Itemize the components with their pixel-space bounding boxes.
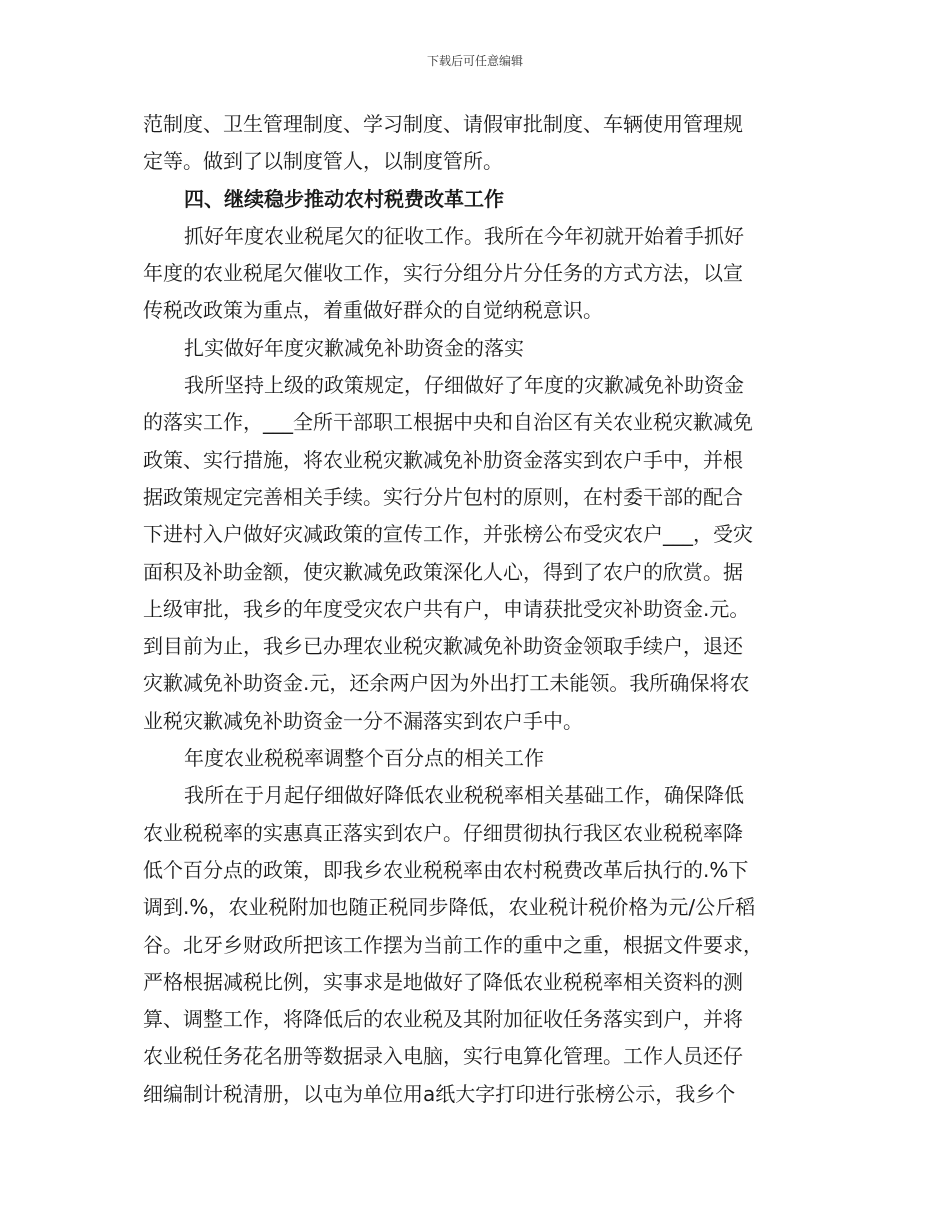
section-heading: 四、继续稳步推动农村税费改革工作 (184, 186, 504, 211)
body-line: 上级审批，我乡的年度受灾农户共有户，申请获批受灾补助资金.元。 (143, 596, 750, 621)
body-line: 细编制计税清册，以屯为单位用a纸大字打印进行张榜公示，我乡个 (143, 1081, 736, 1106)
body-line: 农业税任务花名册等数据录入电脑，实行电算化管理。工作人员还仔 (143, 1044, 743, 1069)
body-line: 我所坚持上级的政策规定，仔细做好了年度的灾歉减免补助资金 (184, 373, 744, 398)
body-line: 谷。北牙乡财政所把该工作摆为当前工作的重中之重，根据文件要求， (143, 932, 763, 957)
body-line: 低个百分点的政策，即我乡农业税税率由农村税费改革后执行的.%下 (143, 857, 749, 882)
body-line: 严格根据减税比例，实事求是地做好了降低农业税税率相关资料的测 (143, 969, 743, 994)
page-header: 下载后可任意编辑 (426, 54, 523, 68)
body-line: 年度的农业税尾欠催收工作，实行分组分片分任务的方式方法，以宣 (143, 261, 743, 286)
subsection-title: 年度农业税税率调整个百分点的相关工作 (184, 746, 544, 771)
body-line: 政策、实行措施，将农业税灾歉减免补肋资金落实到农户手中，并根 (143, 447, 743, 472)
subsection-title: 扎实做好年度灾歉减免补助资金的落实 (184, 335, 524, 360)
body-line: 我所在于月起仔细做好降低农业税税率相关基础工作，确保降低 (184, 783, 744, 808)
body-line: 灾歉减免补助资金.元，还余两户因为外出打工未能领。我所确保将农 (143, 671, 750, 696)
body-line: 传税改政策为重点，着重做好群众的自觉纳税意识。 (143, 298, 603, 323)
body-line: 下进村入户做好灾减政策的宣传工作，并张榜公布受灾农户___，受灾 (143, 522, 753, 547)
body-line: 范制度、卫生管理制度、学习制度、请假审批制度、车辆使用管理规 (143, 112, 743, 136)
body-line: 农业税税率的实惠真正落实到农户。仔细贯彻执行我区农业税税率降 (143, 820, 743, 845)
body-line: 据政策规定完善相关手续。实行分片包村的原则，在村委干部的配合 (143, 484, 743, 509)
body-line: 调到.%，农业税附加也随正税同步降低，农业税计税价格为元/公斤稻 (143, 895, 756, 920)
body-line: 定等。做到了以制度管人，以制度管所。 (143, 149, 503, 174)
body-line: 的落实工作，___全所干部职工根据中央和自治区有关农业税灾歉减免 (143, 410, 753, 435)
body-line: 到目前为止，我乡已办理农业税灾歉减免补助资金领取手续户，退还 (143, 634, 743, 659)
document-body (143, 106, 813, 1113)
body-line: 面积及补助金额，使灾歉减免政策深化人心，得到了农户的欣赏。据 (143, 559, 743, 584)
body-line: 算、调整工作，将降低后的农业税及其附加征收任务落实到户，并将 (143, 1007, 743, 1032)
body-line: 抓好年度农业税尾欠的征收工作。我所在今年初就开始着手抓好 (184, 223, 744, 248)
body-line: 业税灾歉减免补助资金一分不漏落实到农户手中。 (143, 708, 583, 733)
